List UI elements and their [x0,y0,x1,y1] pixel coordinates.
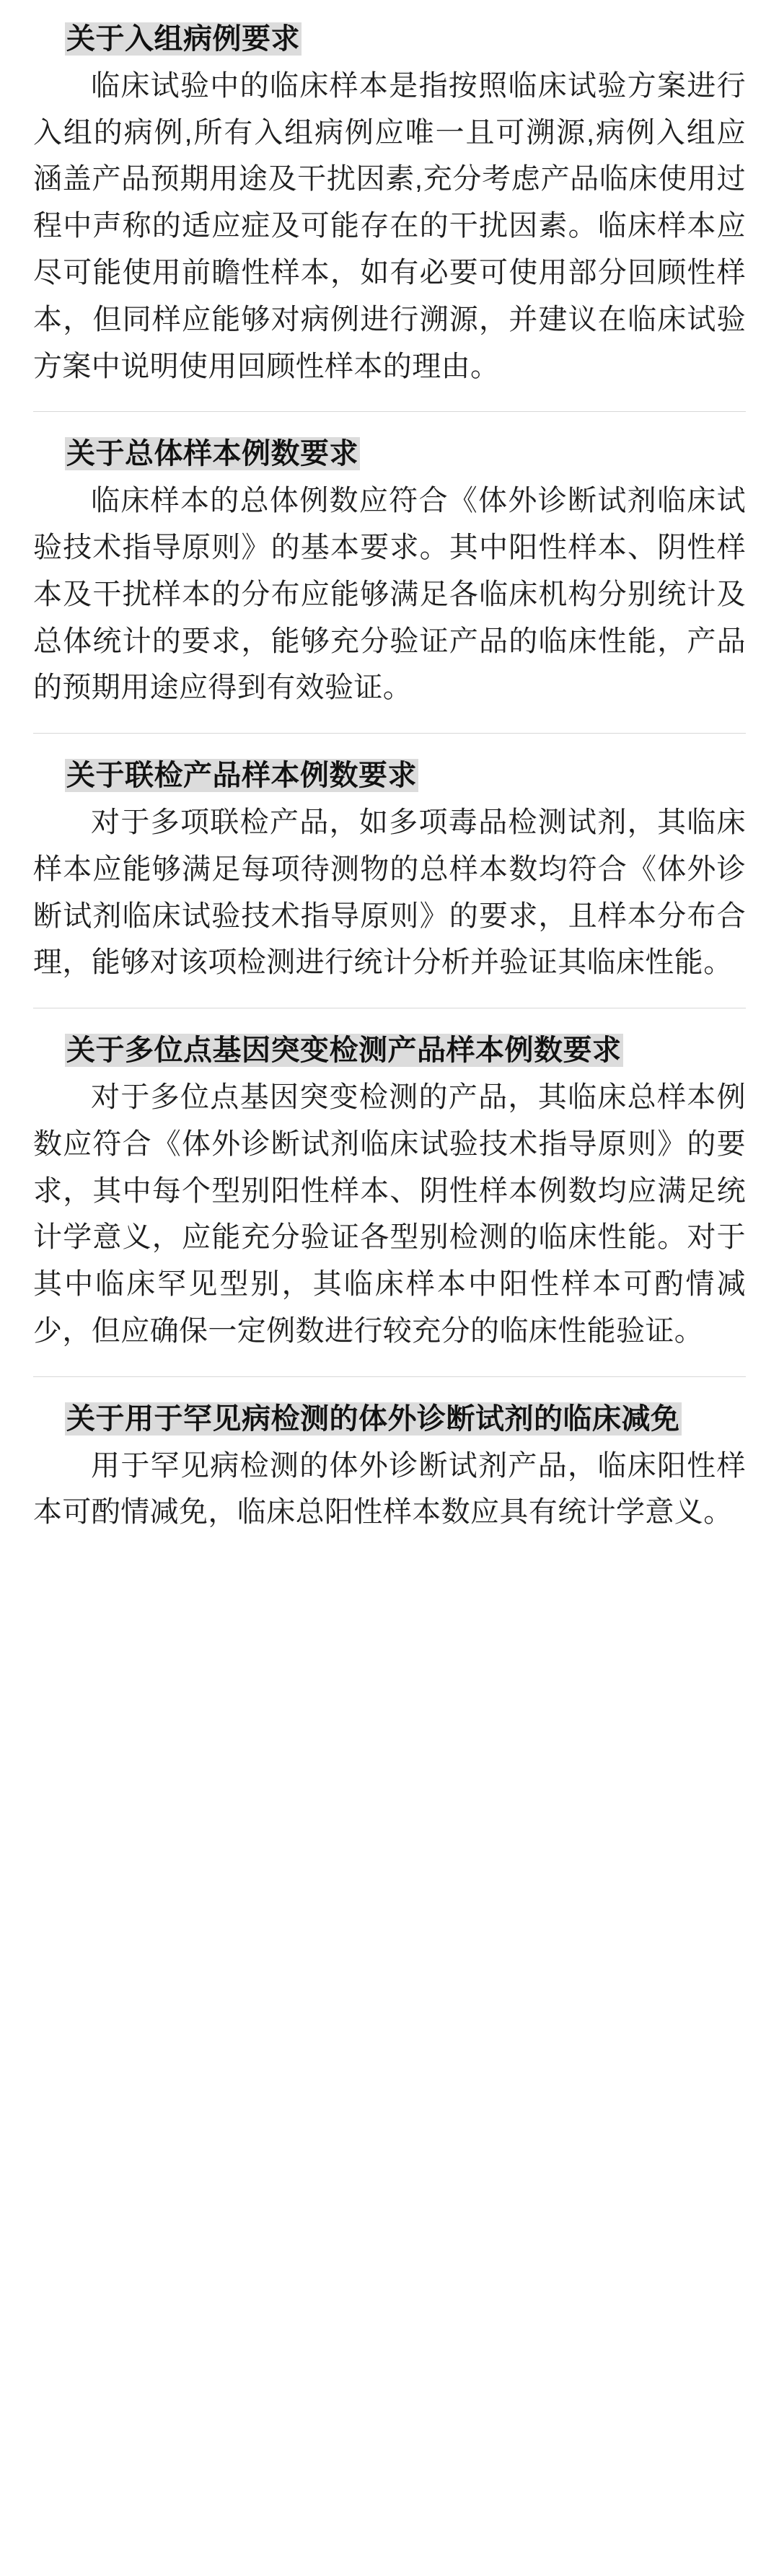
document-section [33,0,746,412]
section-heading-text: 关于总体样本例数要求 [66,438,358,470]
section-heading [33,1399,746,1440]
section-heading [33,434,746,475]
section-body: 对于多项联检产品，如多项毒品检测试剂，其临床样本应能够满足每项待测物的总样本数均符合《体外诊断试剂临床试验技术指导原则》的要求，且样本分布合理，能够对该项检测进行统计分析并验证其临床性能。 [33,806,746,979]
document-section [33,1377,746,1536]
document-section [33,1008,746,1377]
section-heading-text: 关于用于罕见病检测的体外诊断试剂的临床减免 [66,1402,680,1435]
section-body: 临床试验中的临床样本是指按照临床试验方案进行入组的病例,所有入组病例应唯一且可溯源,病例入组应涵盖产品预期用途及干扰因素,充分考虑产品临床使用过程中声称的适应症及可能存在的干扰因素。临床样本应尽可能使用前瞻性样本，如有必要可使用部分回顾性样本，但同样应能够对病例进行溯源，并建议在临床试验方案中说明使用回顾性样本的理由。 [33,69,746,382]
document-section [33,412,746,734]
section-heading-text: 关于联检产品样本例数要求 [66,760,417,792]
section-body: 对于多位点基因突变检测的产品，其临床总样本例数应符合《体外诊断试剂临床试验技术指导原则》的要求，其中每个型别阳性样本、阴性样本例数均应满足统计学意义，应能充分验证各型别检测的临床性能。对于其中临床罕见型别，其临床样本中阳性样本可酌情减少，但应确保一定例数进行较充分的临床性能验证。 [33,1081,746,1347]
section-heading [33,755,746,796]
section-body: 临床样本的总体例数应符合《体外诊断试剂临床试验技术指导原则》的基本要求。其中阳性样本、阴性样本及干扰样本的分布应能够满足各临床机构分别统计及总体统计的要求，能够充分验证产品的临床性能，产品的预期用途应得到有效验证。 [33,485,746,704]
section-heading-text: 关于多位点基因突变检测产品样本例数要求 [66,1034,622,1067]
section-heading [33,1030,746,1071]
section-body: 用于罕见病检测的体外诊断试剂产品，临床阳性样本可酌情减免，临床总阳性样本数应具有统计学意义。 [33,1449,746,1529]
document-section [33,734,746,1008]
section-heading-text: 关于入组病例要求 [66,23,300,55]
section-heading [33,19,746,60]
